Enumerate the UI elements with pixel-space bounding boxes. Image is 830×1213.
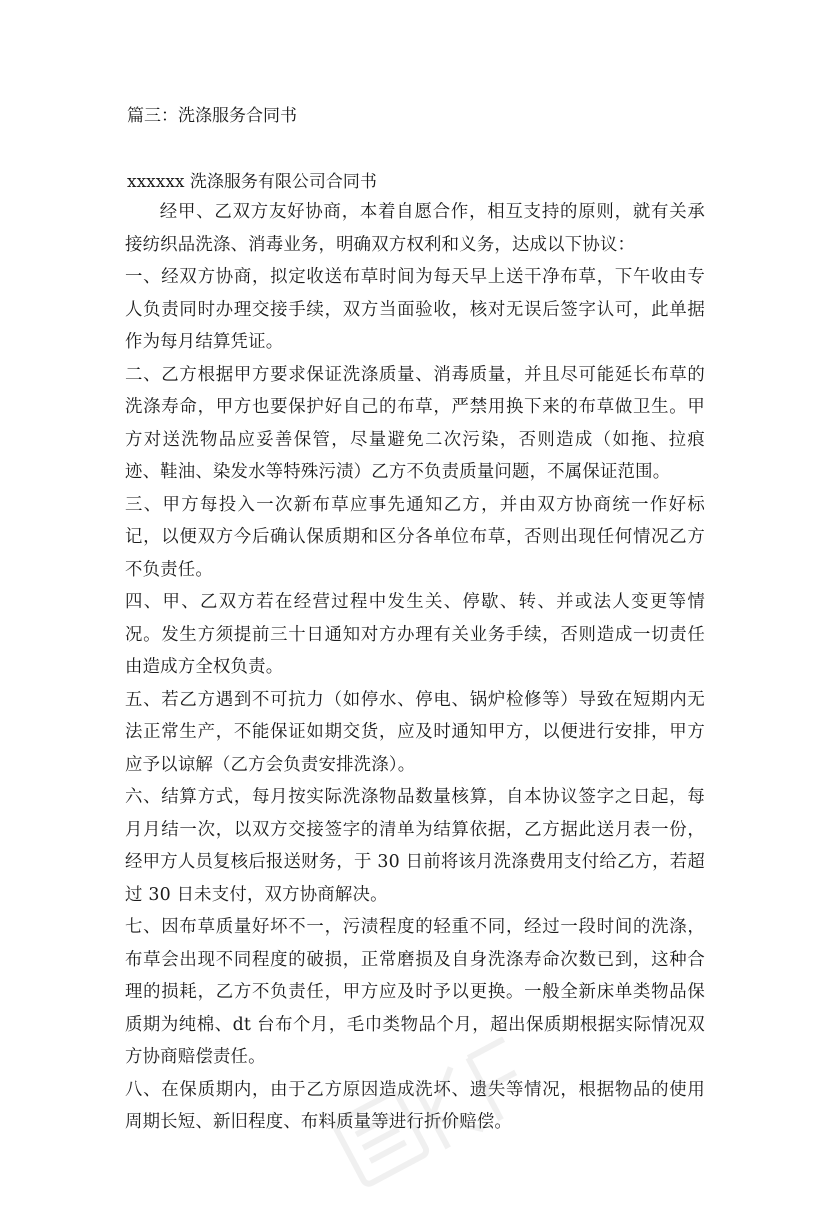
clause-2: 二、乙方根据甲方要求保证洗涤质量、消毒质量，并且尽可能延长布草的洗涤寿命，甲方也要保护好自己的布草，严禁用换下来的布草做卫生。甲方对送洗物品应妥善保管，尽量避免二次污染，否则造成（如拖、拉痕迹、鞋油、染发水等特殊污渍）乙方不负责质量问题，不属保证范围。: [125, 364, 705, 482]
clause-8: 八、在保质期内，由于乙方原因造成洗坏、遗失等情况，根据物品的使用周期长短、新旧程度、布料质量等进行折价赔偿。: [125, 1079, 705, 1132]
document-title: xxxxxx 洗涤服务有限公司合同书: [127, 172, 377, 192]
clause-4: 四、甲、乙双方若在经营过程中发生关、停歇、转、并或法人变更等情况。发生方须提前三十日通知对方办理有关业务手续，否则造成一切责任由造成方全权负责。: [125, 592, 705, 677]
clause-6: 六、结算方式，每月按实际洗涤物品数量核算，自本协议签字之日起，每月月结一次，以双方交接签字的清单为结算依据，乙方据此送月表一份，经甲方人员复核后报送财务，于 30 日前将该月洗涤费用支付给乙方，若超过 30 日未支付，双方协商解决。: [125, 787, 705, 905]
clause-3: 三、甲方每投入一次新布草应事先通知乙方，并由双方协商统一作好标记，以便双方今后确认保质期和区分各单位布草，否则出现任何情况乙方不负责任。: [125, 494, 705, 580]
clause-5: 五、若乙方遇到不可抗力（如停水、停电、锅炉检修等）导致在短期内无法正常生产，不能保证如期交货，应及时通知甲方，以便进行安排，甲方应予以谅解（乙方会负责安排洗涤）。: [125, 689, 705, 775]
clause-7: 七、因布草质量好坏不一，污渍程度的轻重不同，经过一段时间的洗涤，布草会出现不同程度的破损，正常磨损及自身洗涤寿命次数已到，这种合理的损耗，乙方不负责任，甲方应及时予以更换。一般全新床单类物品保质期为纯棉、dt 台布个月，毛巾类物品个月，超出保质期根据实际情况双方协商赔偿责任。: [125, 917, 705, 1067]
contract-body: [125, 196, 705, 1139]
clause-1: 一、经双方协商，拟定收送布草时间为每天早上送干净布草，下午收由专人负责同时办理交接手续，双方当面验收，核对无误后签字认可，此单据作为每月结算凭证。: [125, 267, 705, 352]
section-title: 篇三：洗涤服务合同书: [127, 106, 297, 126]
intro-paragraph: 经甲、乙双方友好协商，本着自愿合作，相互支持的原则，就有关承接纺织品洗涤、消毒业务，明确双方权利和义务，达成以下协议：: [125, 202, 705, 255]
